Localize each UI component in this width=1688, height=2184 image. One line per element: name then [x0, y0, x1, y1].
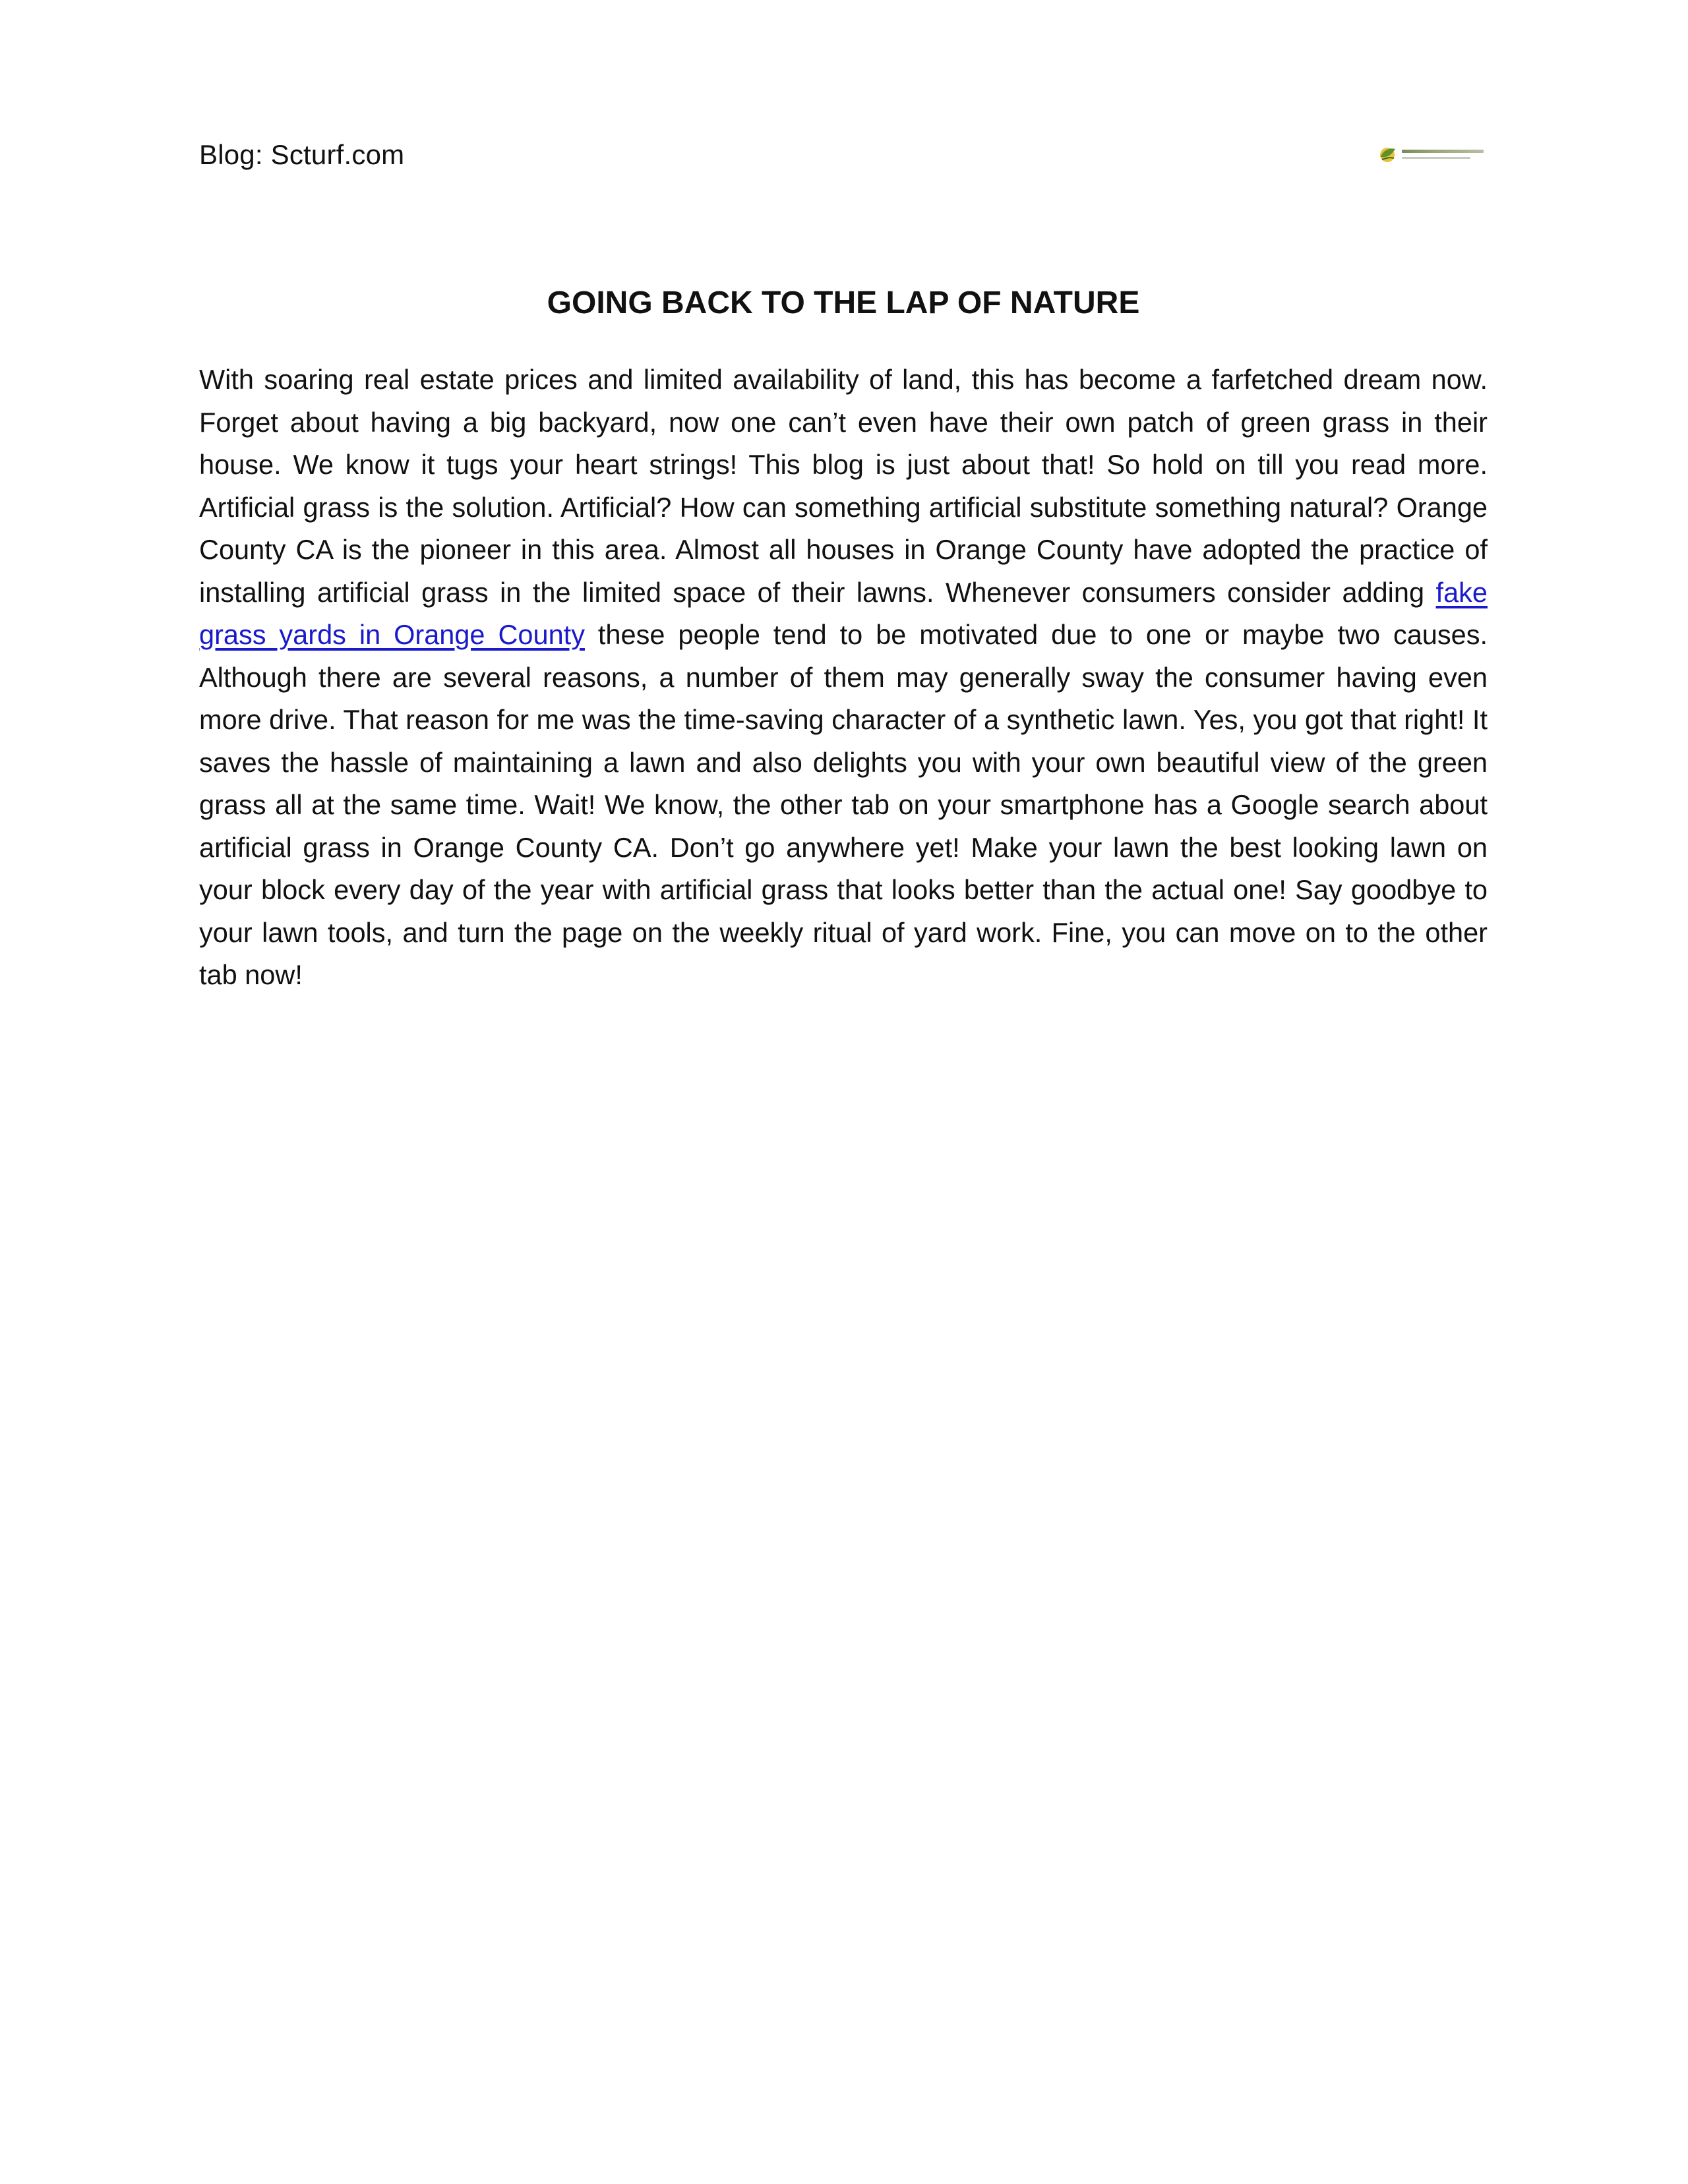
logo-wordmark [1402, 150, 1484, 159]
company-logo-icon [1377, 141, 1486, 167]
document-title: GOING BACK TO THE LAP OF NATURE [547, 285, 1140, 320]
body-text-after-link: these people tend to be motivated due to one or maybe two causes. Although there are several reasons, a number of them may generally sway the consumer having even more drive. That reason for me was the time-saving character of a synthetic lawn. Yes, you got that right! It saves the hassle of maintaining a lawn and also delights you with your own beautiful view of the green grass all at the same time. Wait! We know, the other tab on your smartphone has a Google search about artificial grass in Orange County CA. Don’t go anywhere yet! Make your lawn the best looking lawn on your block every day of the year with artificial grass that looks better than the actual one! Say goodbye to your lawn tools, and turn the page on the weekly ritual of yard work. Fine, you can move on to the other tab now! [199, 619, 1488, 990]
logo-wordmark-line [1402, 150, 1484, 153]
fake-grass-link[interactable]: fake grass yards in Orange County [199, 576, 1488, 650]
blog-header-label: Blog: Scturf.com [199, 139, 405, 170]
logo-leaf-icon [1377, 144, 1398, 165]
body-text-before-link: With soaring real estate prices and limited availability of land, this has become a farfetched dream now. Forget about having a big backyard, now one can’t even have their own patch of green grass in their house. We know it tugs your heart strings! This blog is just about that! So hold on till you read more. Artificial grass is the solution. Artificial? How can something artificial substitute something natural? Orange County CA is the pioneer in this area. Almost all houses in Orange County have adopted the practice of installing artificial grass in the limited space of their lawns. Whenever consumers consider adding [199, 364, 1488, 608]
logo-tagline-line [1402, 157, 1470, 159]
body-paragraph [199, 359, 1488, 997]
